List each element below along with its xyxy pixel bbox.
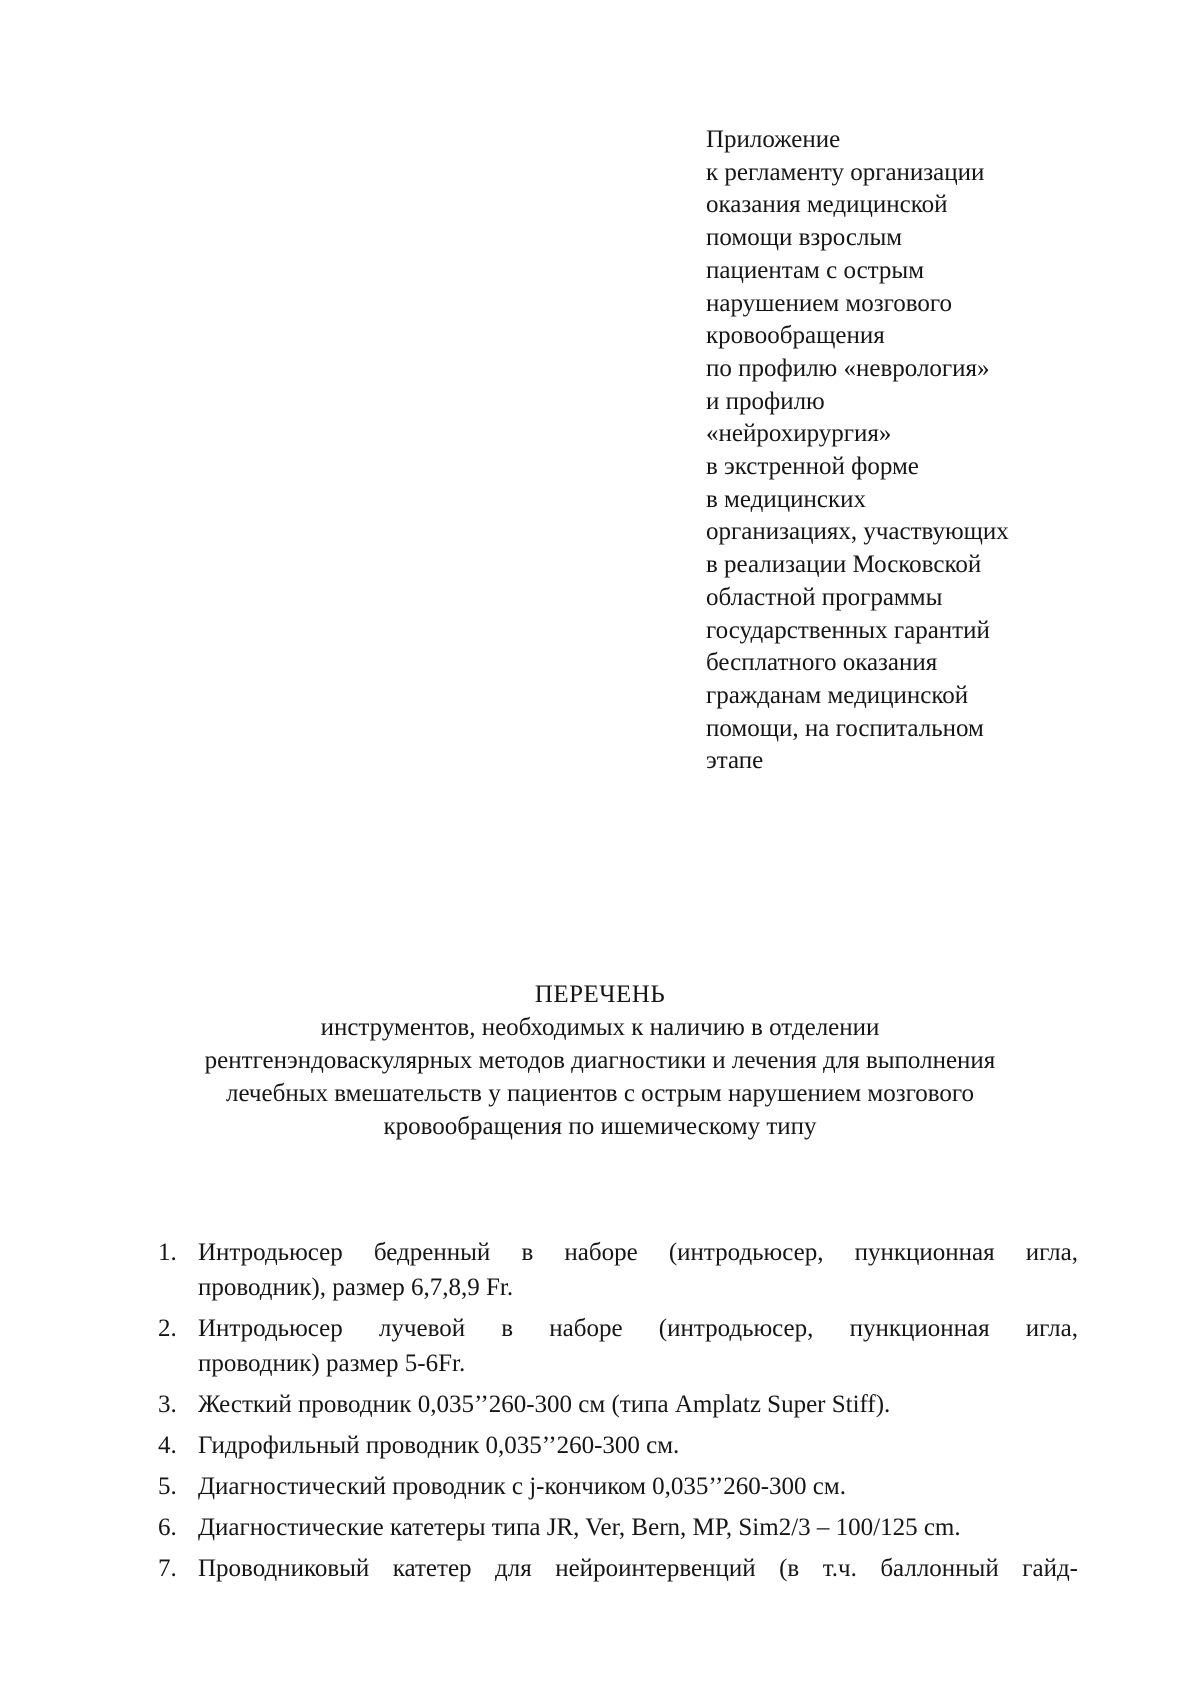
title-line: рентгенэндоваскулярных методов диагностики и лечения для выполнения [204, 1047, 996, 1074]
appendix-line: и профилю [706, 387, 825, 415]
item-text: Проводниковый катетер для нейроинтервенций (в т.ч. баллонный гайд- [198, 1555, 1078, 1582]
list-item [158, 1428, 1078, 1463]
appendix-line: организациях, участвующих [706, 518, 1009, 546]
appendix-line: нарушением мозгового [706, 289, 953, 317]
title-line: инструментов, необходимых к наличию в отделении [320, 1014, 880, 1041]
item-text: Интродьюсер бедренный в наборе (интродьюсер, пункционная игла, [198, 1239, 1078, 1266]
list-item [158, 1551, 1078, 1586]
item-text: Интродьюсер лучевой в наборе (интродьюсер, пункционная игла, [198, 1315, 1078, 1342]
appendix-line: по профилю «неврология» [706, 354, 990, 382]
appendix-line: пациентам с острым [706, 256, 925, 284]
appendix-line: этапе [706, 747, 764, 775]
appendix-line: помощи взрослым [706, 224, 903, 252]
item-number: 5. [158, 1473, 177, 1500]
title-line: лечебных вмешательств у пациентов с острым нарушением мозгового [225, 1080, 974, 1107]
appendix-line: в экстренной форме [706, 453, 919, 481]
appendix-line: оказания медицинской [706, 191, 948, 219]
appendix-note [706, 124, 1106, 778]
appendix-line: в реализации Московской [706, 551, 982, 579]
item-text-continued: проводник) размер 5-6Fr. [198, 1350, 466, 1377]
list-item [158, 1235, 1078, 1305]
appendix-line: «нейрохирургия» [706, 420, 892, 448]
appendix-line: помощи, на госпитальном [706, 714, 984, 742]
document-heading: ПЕРЕЧЕНЬ [534, 981, 666, 1008]
appendix-line: бесплатного оказания [706, 649, 938, 677]
list-item [158, 1510, 1078, 1545]
item-number: 4. [158, 1432, 177, 1459]
item-number: 2. [158, 1315, 177, 1342]
appendix-line: областной программы [706, 583, 943, 611]
list-item [158, 1469, 1078, 1504]
appendix-line: государственных гарантий [706, 616, 990, 644]
item-text: Диагностические катетеры типа JR, Ver, Bern, MP, Sim2/3 – 100/125 cm. [198, 1514, 961, 1541]
list-item [158, 1387, 1078, 1422]
appendix-line: гражданам медицинской [706, 681, 969, 709]
item-text: Гидрофильный проводник 0,035’’260-300 см. [198, 1432, 680, 1459]
item-number: 7. [158, 1555, 177, 1582]
item-text-continued: проводник), размер 6,7,8,9 Fr. [198, 1274, 514, 1301]
item-number: 1. [158, 1239, 177, 1266]
document-title-block [100, 978, 1100, 1143]
item-text: Жесткий проводник 0,035’’260-300 см (типа Amplatz Super Stiff). [198, 1391, 891, 1418]
appendix-line: Приложение [706, 126, 841, 153]
instrument-list [158, 1235, 1078, 1592]
item-number: 3. [158, 1391, 177, 1418]
list-item [158, 1311, 1078, 1381]
item-number: 6. [158, 1514, 177, 1541]
item-text: Диагностический проводник с j-кончиком 0,035’’260-300 см. [198, 1473, 846, 1500]
appendix-line: кровообращения [706, 322, 885, 350]
appendix-line: к регламенту организации [706, 158, 985, 186]
appendix-line: в медицинских [706, 485, 866, 513]
title-line: кровообращения по ишемическому типу [383, 1113, 817, 1140]
